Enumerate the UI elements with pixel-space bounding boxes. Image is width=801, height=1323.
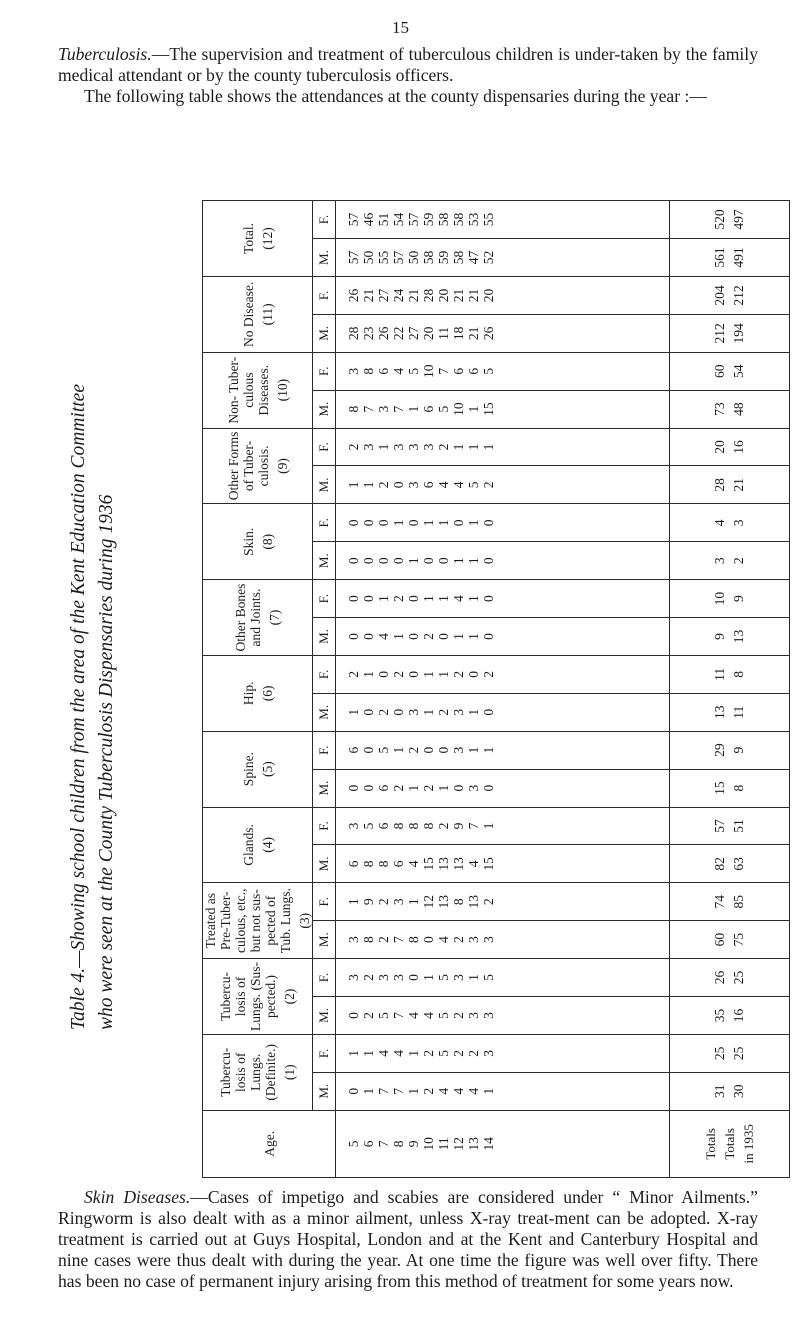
group-header-9: Other Forms of Tuber- culosis. (9)	[203, 428, 313, 504]
data-column: 57 50 55 57 50 58 59 58 47 52	[336, 239, 670, 277]
totals-cell: 25 25	[669, 1034, 789, 1072]
col-header-f: F.	[313, 428, 336, 466]
age-value: 8	[391, 1140, 406, 1148]
skin-diseases-heading: Skin Diseases.	[84, 1187, 191, 1207]
col-header-f: F.	[313, 883, 336, 921]
data-column: 2 3 1 3 3 3 2 1 1 1	[336, 428, 670, 466]
age-value: 12	[451, 1137, 466, 1151]
age-value: 7	[376, 1140, 391, 1148]
data-column: 0 0 1 2 0 1 1 4 1 0	[336, 580, 670, 618]
col-header-m: M.	[313, 997, 336, 1035]
col-header-f: F.	[313, 959, 336, 997]
totals-cell: 20 16	[669, 428, 789, 466]
skin-diseases-paragraph	[58, 1187, 758, 1292]
col-header-m: M.	[313, 314, 336, 352]
data-column: 28 23 26 22 27 20 11 18 21 26	[336, 314, 670, 352]
col-header-f: F.	[313, 731, 336, 769]
totals-cell: 11 8	[669, 655, 789, 693]
age-value: 5	[346, 1140, 361, 1148]
col-header-f: F.	[313, 807, 336, 845]
intro-paragraph-1-text: —The supervision and treatment of tuberculous children is under-taken by the family medical attendant or by the county tuberculosis officers.	[58, 44, 758, 85]
data-column: 3 2 3 3 0 1 5 3 1 5	[336, 959, 670, 997]
group-header-1: Tubercu- losis of Lungs. (Definite.) (1)	[203, 1034, 313, 1110]
col-header-m: M.	[313, 845, 336, 883]
totals-cell: 204 212	[669, 276, 789, 314]
age-column	[336, 1110, 670, 1177]
age-header: Age.	[203, 1110, 336, 1177]
age-value: 10	[421, 1137, 436, 1151]
totals-cell: 520 497	[669, 201, 789, 239]
data-column: 0 0 4 1 0 2 0 1 1 0	[336, 618, 670, 656]
totals-cell: 9 13	[669, 618, 789, 656]
intro-text	[58, 44, 758, 107]
data-column: 1 1 4 4 1 2 5 2 2 3	[336, 1034, 670, 1072]
group-header-row	[203, 201, 313, 1178]
totals-cell: 4 3	[669, 504, 789, 542]
col-header-m: M.	[313, 390, 336, 428]
data-column: 26 21 27 24 21 28 20 21 21 20	[336, 276, 670, 314]
sex-header-row	[313, 201, 336, 1178]
totals-cell: 15 8	[669, 769, 789, 807]
data-column: 1 0 2 0 3 1 2 3 1 0	[336, 693, 670, 731]
group-header-6: Hip. (6)	[203, 655, 313, 731]
group-header-10: Non- Tuber- culous Diseases. (10)	[203, 352, 313, 428]
attendance-table	[202, 200, 790, 1178]
age-value: 14	[481, 1137, 496, 1151]
totals-cell: 29 9	[669, 731, 789, 769]
data-column: 8 7 3 7 1 6 5 10 1 15	[336, 390, 670, 428]
data-column: 0 1 7 7 1 2 4 4 4 1	[336, 1072, 670, 1110]
col-header-m: M.	[313, 542, 336, 580]
totals-label: Totals Totals in 1935	[669, 1110, 789, 1177]
intro-paragraph-2: The following table shows the attendances at the county dispensaries during the year :—	[84, 86, 707, 106]
caption-line-1: Table 4.—Showing school children from the area of the Kent Education Committee	[68, 384, 89, 1030]
col-header-m: M.	[313, 921, 336, 959]
age-value: 13	[466, 1137, 481, 1151]
totals-cell: 82 63	[669, 845, 789, 883]
data-column: 0 0 0 0 1 0 0 1 1 0	[336, 542, 670, 580]
data-column: 0 2 5 7 4 4 5 2 3 3	[336, 997, 670, 1035]
totals-cell: 73 48	[669, 390, 789, 428]
skin-diseases-body: —Cases of impetigo and scabies are considered under “ Minor Ailments.” Ringworm is also dealt with as a minor ailment, unless X-ray treat-ment can be adopted. X-ray treatment is carried out at Guys Hospital, London and at the Kent and Canterbury Hospital and nine cases were thus dealt with during the year. At one time the figure was well over fifty. There has been no case of permanent injury arising from this method of treatment for some years now.	[58, 1187, 758, 1291]
group-header-7: Other Bones and Joints. (7)	[203, 580, 313, 656]
totals-cell: 10 9	[669, 580, 789, 618]
col-header-m: M.	[313, 693, 336, 731]
data-column: 6 0 5 1 2 0 0 3 1 1	[336, 731, 670, 769]
col-header-m: M.	[313, 1072, 336, 1110]
totals-cell: 31 30	[669, 1072, 789, 1110]
data-column: 2 1 0 2 0 1 1 2 0 2	[336, 655, 670, 693]
age-value: 6	[361, 1140, 376, 1148]
group-header-8: Skin. (8)	[203, 504, 313, 580]
intro-paragraph-1	[58, 44, 758, 86]
data-column: 57 46 51 54 57 59 58 58 53 55	[336, 201, 670, 239]
col-header-f: F.	[313, 352, 336, 390]
table-body-row	[336, 201, 670, 1178]
col-header-f: F.	[313, 201, 336, 239]
col-header-m: M.	[313, 239, 336, 277]
col-header-f: F.	[313, 276, 336, 314]
totals-cell: 561 491	[669, 239, 789, 277]
data-column: 0 0 0 1 0 1 1 0 1 0	[336, 504, 670, 542]
data-column: 6 8 8 6 4 15 13 13 4 15	[336, 845, 670, 883]
age-value: 9	[406, 1140, 421, 1148]
totals-cell: 57 51	[669, 807, 789, 845]
totals-row	[669, 201, 789, 1178]
totals-cell: 74 85	[669, 883, 789, 921]
col-header-f: F.	[313, 655, 336, 693]
page-number: 15	[392, 18, 409, 37]
col-header-f: F.	[313, 504, 336, 542]
totals-cell: 60 54	[669, 352, 789, 390]
group-header-2: Tubercu- losis of Lungs. (Sus- pected.) (2)	[203, 959, 313, 1035]
col-header-m: M.	[313, 466, 336, 504]
caption-line-2: who were seen at the County Tuberculosis Dispensaries during 1936	[96, 494, 117, 1030]
totals-cell: 26 25	[669, 959, 789, 997]
table-caption	[65, 270, 121, 1030]
col-header-m: M.	[313, 769, 336, 807]
data-column: 3 8 6 4 5 10 7 6 6 5	[336, 352, 670, 390]
tuberculosis-heading: Tuberculosis.	[58, 44, 152, 64]
group-header-4: Glands. (4)	[203, 807, 313, 883]
col-header-m: M.	[313, 618, 336, 656]
data-column: 0 0 6 2 1 2 1 0 3 0	[336, 769, 670, 807]
col-header-f: F.	[313, 1034, 336, 1072]
group-header-5: Spine. (5)	[203, 731, 313, 807]
group-header-11: No Disease. (11)	[203, 276, 313, 352]
data-column: 1 9 2 3 1 12 13 8 13 2	[336, 883, 670, 921]
totals-cell: 13 11	[669, 693, 789, 731]
totals-cell: 60 75	[669, 921, 789, 959]
age-value: 11	[436, 1137, 451, 1151]
totals-cell: 212 194	[669, 314, 789, 352]
group-header-3: Treated as Pre-Tuber- culous, etc., but not sus- pected of Tub. Lungs. (3)	[203, 883, 313, 959]
group-header-12: Total. (12)	[203, 201, 313, 277]
data-column: 1 1 2 0 3 6 4 4 5 2	[336, 466, 670, 504]
col-header-f: F.	[313, 580, 336, 618]
totals-cell: 28 21	[669, 466, 789, 504]
data-column: 3 5 6 8 8 8 2 9 7 1	[336, 807, 670, 845]
totals-cell: 35 16	[669, 997, 789, 1035]
data-column: 3 8 2 7 8 0 4 2 3 3	[336, 921, 670, 959]
skin-diseases-text	[58, 1187, 758, 1292]
totals-cell: 3 2	[669, 542, 789, 580]
table-rotated-container	[202, 200, 790, 1178]
